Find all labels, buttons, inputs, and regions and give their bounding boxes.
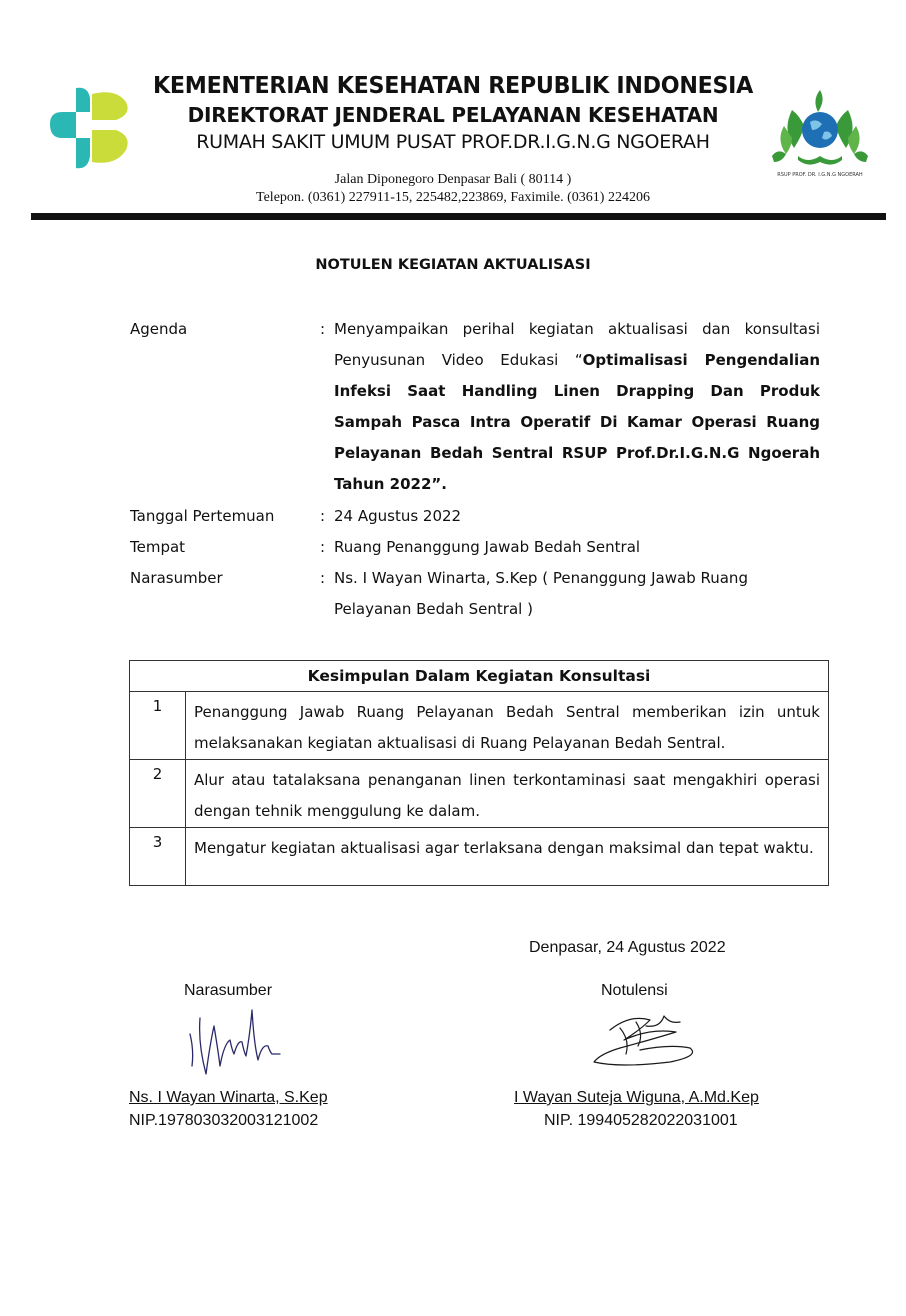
row-text: Penanggung Jawab Ruang Pelayanan Bedah Sentral memberikan izin untuk melaksanakan kegiatan aktualisasi di Ruang Pelayanan Bedah Sentral. — [186, 692, 829, 760]
document-title: NOTULEN KEGIATAN AKTUALISASI — [315, 257, 591, 273]
table-row — [130, 692, 829, 760]
svg-text:RSUP PROF. DR. I.G.N.G NGOERAH: RSUP PROF. DR. I.G.N.G NGOERAH — [777, 172, 863, 178]
tanggal-label: Tanggal Pertemuan — [130, 507, 275, 525]
narasumber-line: Pelayanan Bedah Sentral ) — [334, 600, 533, 618]
agenda-line: Penyusunan Video Edukasi “Optimalisasi Pengendalian — [334, 351, 820, 369]
narasumber-label: Narasumber — [130, 569, 223, 587]
place-date: Denpasar, 24 Agustus 2022 — [529, 939, 726, 956]
tanggal-value: 24 Agustus 2022 — [334, 507, 462, 525]
rsup-ngoerah-logo — [768, 86, 872, 180]
tempat-colon: : — [320, 538, 326, 556]
agenda-label: Agenda — [130, 320, 188, 338]
row-number: 3 — [130, 828, 186, 886]
row-number: 2 — [130, 760, 186, 828]
agenda-line: Menyampaikan perihal kegiatan aktualisasi dan konsultasi — [334, 320, 820, 338]
letterhead-directorate: DIREKTORAT JENDERAL PELAYANAN KESEHATAN — [187, 103, 719, 127]
tempat-label: Tempat — [130, 538, 186, 556]
kesimpulan-table — [129, 660, 829, 886]
left-signature — [180, 1004, 290, 1084]
agenda-line: Infeksi Saat Handling Linen Drapping Dan Produk — [334, 382, 820, 400]
left-signer-role: Narasumber — [184, 982, 273, 999]
tempat-value: Ruang Penanggung Jawab Bedah Sentral — [334, 538, 641, 556]
table-header: Kesimpulan Dalam Kegiatan Konsultasi — [130, 661, 829, 692]
table-row — [130, 760, 829, 828]
agenda-colon: : — [320, 320, 326, 338]
right-signature — [580, 1010, 710, 1076]
agenda-line: Tahun 2022”. — [334, 475, 447, 493]
letterhead-address: Jalan Diponegoro Denpasar Bali ( 80114 ) — [334, 172, 572, 187]
narasumber-line: Ns. I Wayan Winarta, S.Kep ( Penanggung Jawab Ruang — [334, 569, 748, 587]
letterhead-divider — [31, 213, 886, 220]
tanggal-colon: : — [320, 507, 326, 525]
narasumber-value — [334, 563, 820, 625]
row-number: 1 — [130, 692, 186, 760]
letterhead-ministry: KEMENTERIAN KESEHATAN REPUBLIK INDONESIA — [152, 73, 753, 99]
narasumber-colon: : — [320, 569, 326, 587]
table-row — [130, 828, 829, 886]
left-signer-nip: NIP.197803032003121002 — [129, 1112, 319, 1129]
letterhead-contact: Telepon. (0361) 227911-15, 225482,223869, Faximile. (0361) 224206 — [256, 190, 650, 205]
right-signer-name: I Wayan Suteja Wiguna, A.Md.Kep — [514, 1089, 759, 1106]
letterhead-hospital: RUMAH SAKIT UMUM PUSAT PROF.DR.I.G.N.G NGOERAH — [196, 131, 710, 153]
agenda-value — [334, 314, 820, 500]
right-signer-nip: NIP. 199405282022031001 — [544, 1112, 738, 1129]
left-signer-name: Ns. I Wayan Winarta, S.Kep — [129, 1089, 328, 1106]
agenda-line: Pelayanan Bedah Sentral RSUP Prof.Dr.I.G.N.G Ngoerah — [334, 444, 820, 462]
row-text: Alur atau tatalaksana penanganan linen terkontaminasi saat mengakhiri operasi dengan tehnik menggulung ke dalam. — [186, 760, 829, 828]
agenda-line: Sampah Pasca Intra Operatif Di Kamar Operasi Ruang — [334, 413, 820, 431]
right-signer-role: Notulensi — [601, 982, 668, 999]
row-text: Mengatur kegiatan aktualisasi agar terlaksana dengan maksimal dan tepat waktu. — [186, 828, 829, 886]
